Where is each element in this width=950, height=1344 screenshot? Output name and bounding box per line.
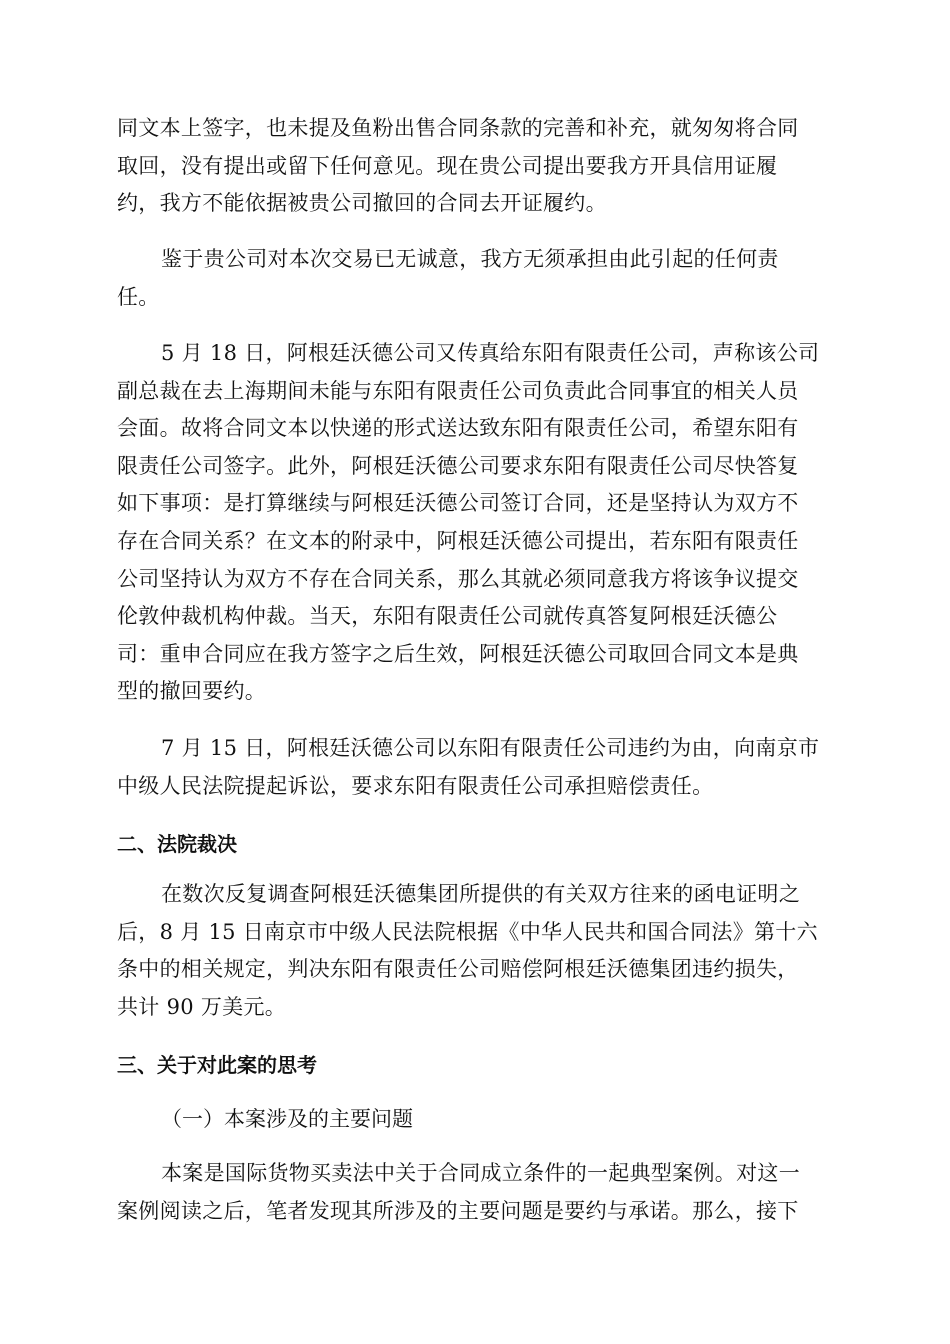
paragraph-main-issues bbox=[117, 1155, 833, 1230]
text-line: 存在合同关系？在文本的附录中，阿根廷沃德公司提出，若东阳有限责任 bbox=[117, 528, 799, 553]
text-line: 限责任公司签字。此外，阿根廷沃德公司要求东阳有限责任公司尽快答复 bbox=[117, 453, 799, 478]
text-line: 取回，没有提出或留下任何意见。现在贵公司提出要我方开具信用证履 bbox=[117, 153, 778, 178]
text-line: 司：重申合同应在我方签字之后生效，阿根廷沃德公司取回合同文本是典 bbox=[117, 641, 799, 666]
text-line: 会面。故将合同文本以快递的形式送达致东阳有限责任公司，希望东阳有 bbox=[117, 416, 799, 441]
paragraph-july-15 bbox=[117, 730, 833, 805]
text-line: 伦敦仲裁机构仲裁。当天，东阳有限责任公司就传真答复阿根廷沃德公 bbox=[117, 604, 778, 629]
text-line: 在数次反复调查阿根廷沃德集团所提供的有关双方往来的函电证明之 bbox=[161, 882, 800, 906]
text-line: 副总裁在去上海期间未能与东阳有限责任公司负责此合同事宜的相关人员 bbox=[117, 378, 799, 403]
text-line: 共计 90 万美元。 bbox=[117, 994, 287, 1019]
text-line: 如下事项：是打算继续与阿根廷沃德公司签订合同，还是坚持认为双方不 bbox=[117, 491, 799, 516]
paragraph-no-liability bbox=[117, 241, 833, 316]
text-line: 后，8 月 15 日南京市中级人民法院根据《中华人民共和国合同法》第十六 bbox=[117, 919, 818, 944]
text-line: 型的撤回要约。 bbox=[117, 679, 267, 704]
section-heading-court-ruling: 二、法院裁决 bbox=[117, 832, 237, 856]
subsection-heading-main-issues: （一）本案涉及的主要问题 bbox=[161, 1107, 413, 1131]
text-line: 任。 bbox=[117, 284, 160, 309]
text-line: 案例阅读之后，笔者发现其所涉及的主要问题是要约与承诺。那么，接下 bbox=[117, 1198, 799, 1223]
text-line: 本案是国际货物买卖法中关于合同成立条件的一起典型案例。对这一 bbox=[161, 1161, 800, 1185]
text-line: 条中的相关规定，判决东阳有限责任公司赔偿阿根廷沃德集团违约损失， bbox=[117, 957, 799, 982]
text-line: 公司坚持认为双方不存在合同关系，那么其就必须同意我方将该争议提交 bbox=[117, 566, 799, 591]
text-line: 7 月 15 日，阿根廷沃德公司以东阳有限责任公司违约为由，向南京市 bbox=[161, 736, 820, 760]
text-line: 中级人民法院提起诉讼，要求东阳有限责任公司承担赔偿责任。 bbox=[117, 773, 714, 798]
text-line: 鉴于贵公司对本次交易已无诚意，我方无须承担由此引起的任何责 bbox=[161, 247, 779, 271]
text-line: 同文本上签字，也未提及鱼粉出售合同条款的完善和补充，就匆匆将合同 bbox=[117, 116, 799, 140]
text-line: 约，我方不能依据被贵公司撤回的合同去开证履约。 bbox=[117, 191, 607, 216]
section-heading-reflection: 三、关于对此案的思考 bbox=[117, 1053, 317, 1077]
text-line: 5 月 18 日，阿根廷沃德公司又传真给东阳有限责任公司，声称该公司 bbox=[161, 341, 820, 365]
paragraph-letter-continuation bbox=[117, 110, 833, 223]
paragraph-may-18 bbox=[117, 335, 833, 711]
paragraph-court-ruling bbox=[117, 876, 833, 1026]
